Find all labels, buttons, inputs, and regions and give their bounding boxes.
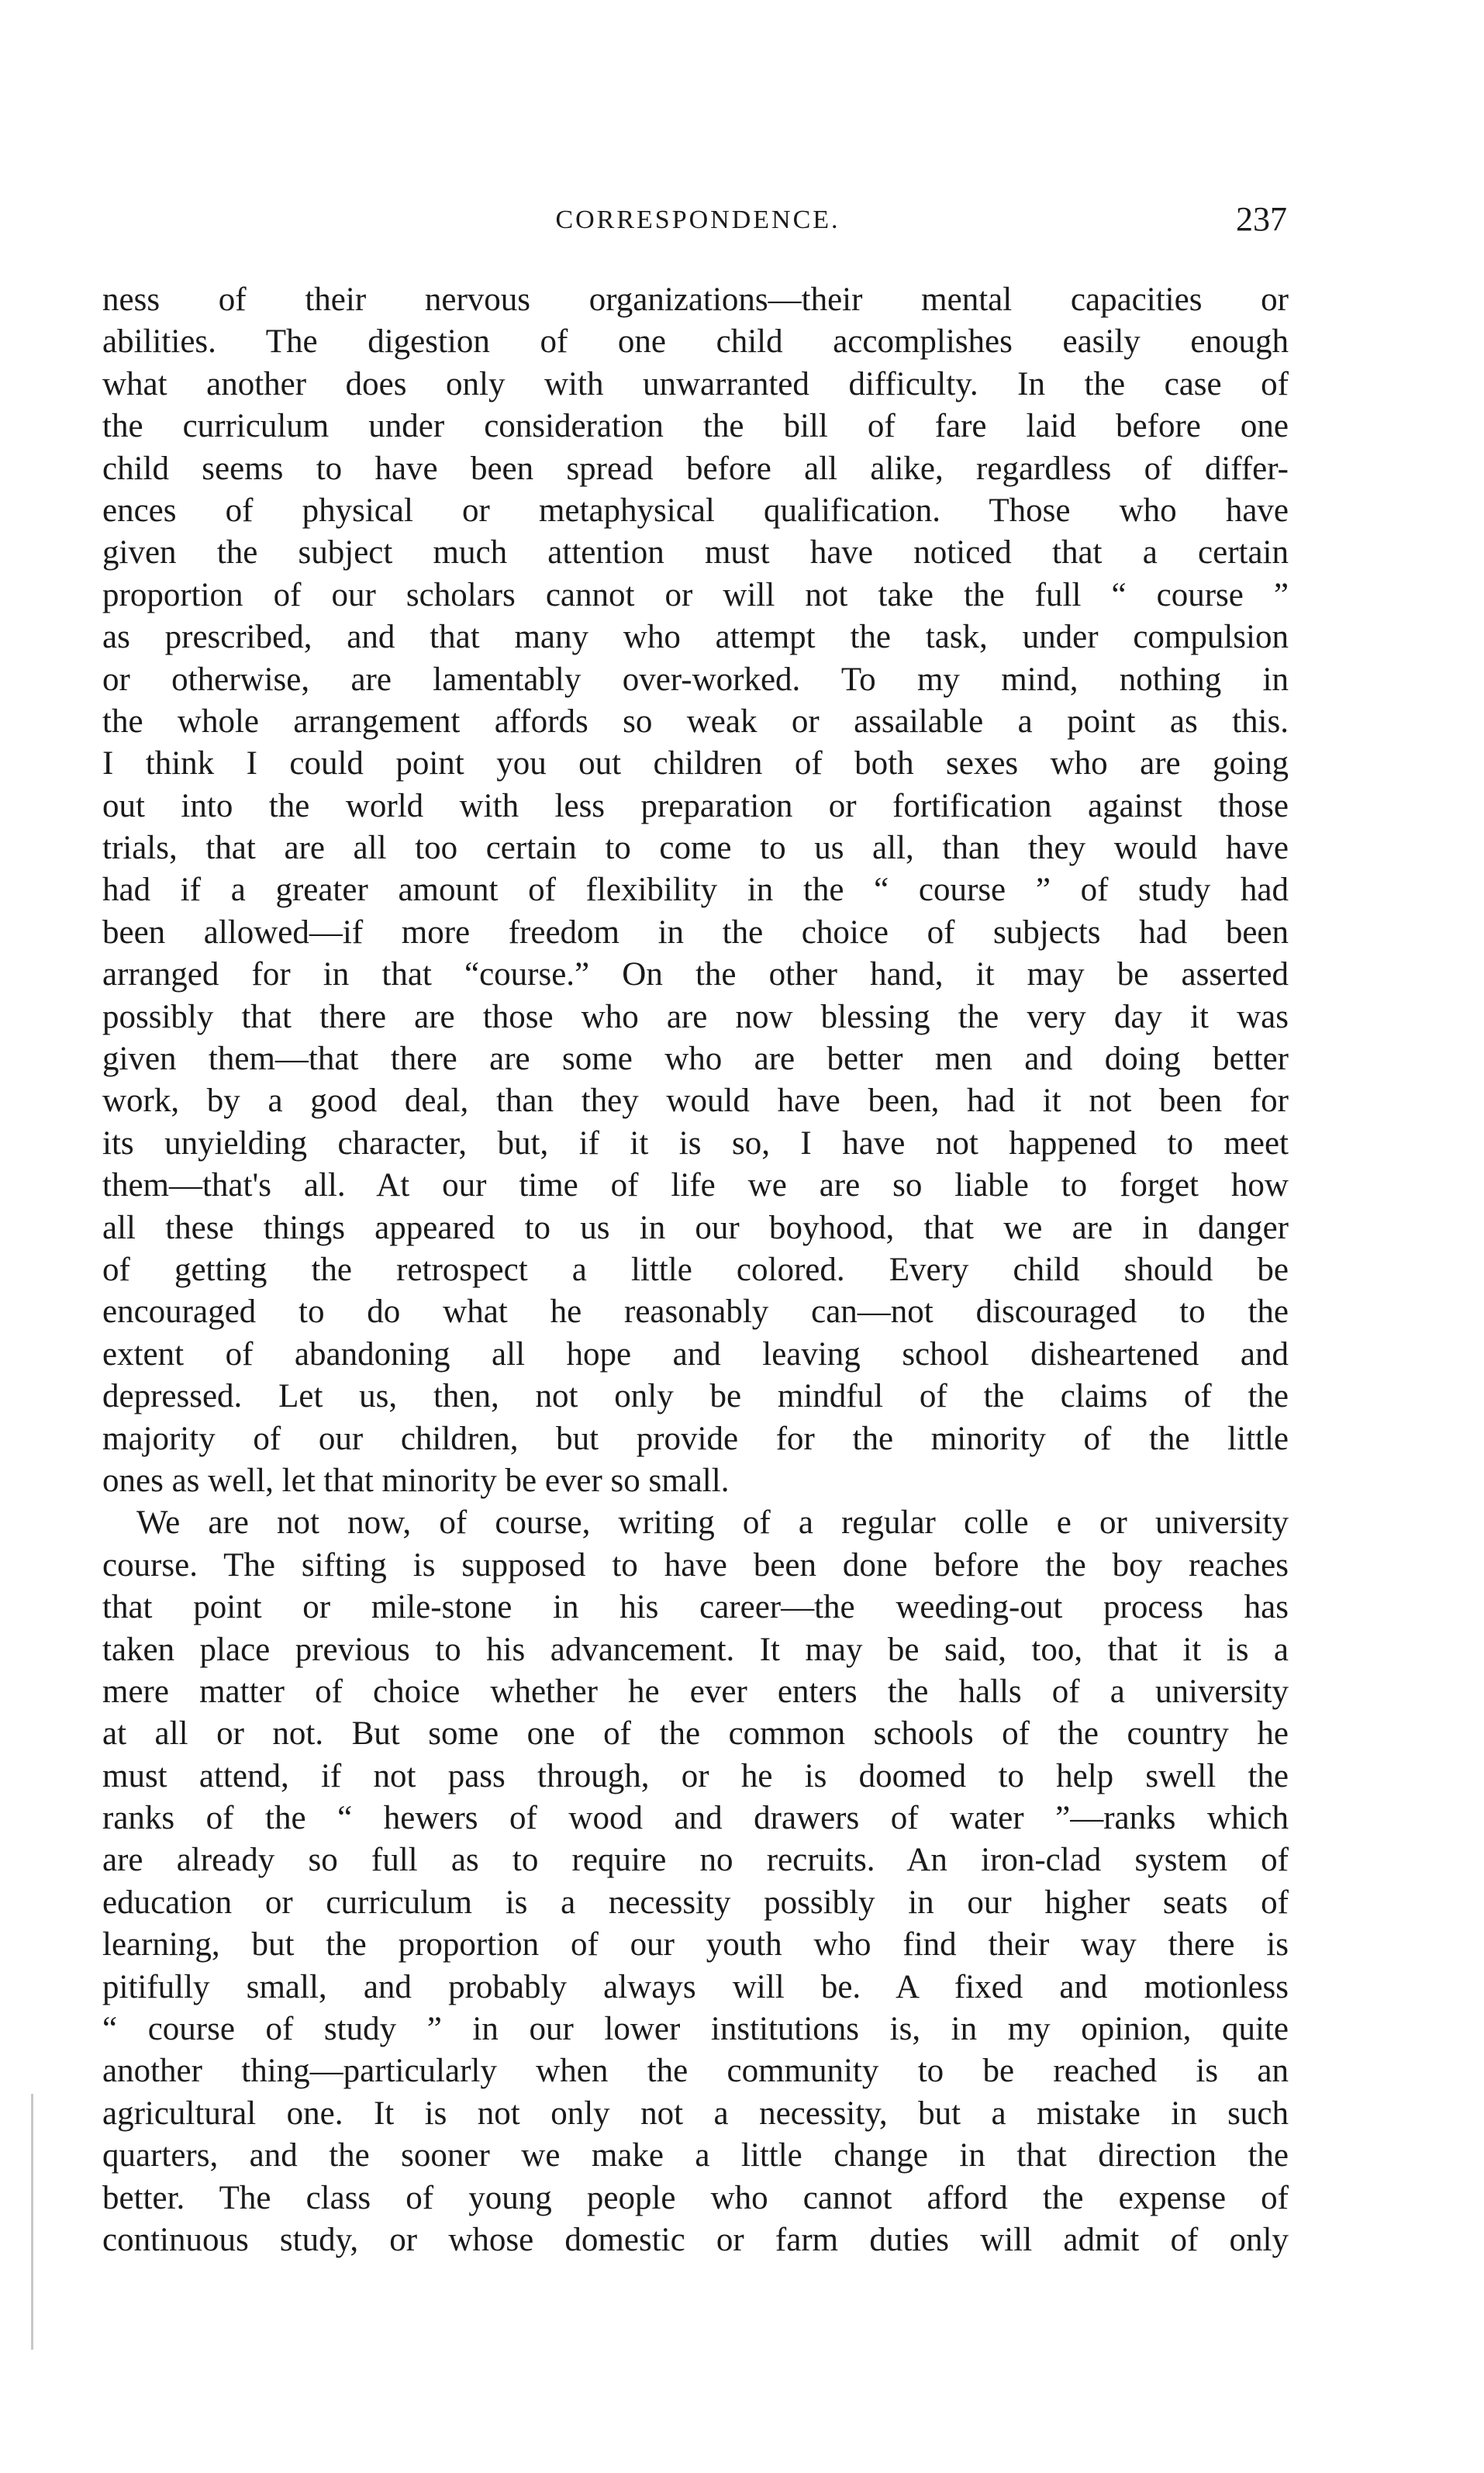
text-line: possibly that there are those who are now blessing the very day it was: [102, 998, 1289, 1035]
text-line: I think I could point you out children of both sexes who are going: [102, 745, 1289, 782]
page-header: [109, 200, 1287, 252]
text-line: proportion of our scholars cannot or will not take the full “ course ”: [102, 576, 1289, 613]
text-line: its unyielding character, but, if it is so, I have not happened to meet: [102, 1124, 1289, 1162]
text-line: had if a greater amount of flexibility in the “ course ” of study had: [102, 872, 1289, 909]
text-line: or otherwise, are lamentably over-worked. To my mind, nothing in: [102, 661, 1289, 698]
text-line: continuous study, or whose domestic or farm duties will admit of only: [102, 2221, 1289, 2258]
text-line: mere matter of choice whether he ever enters the halls of a university: [102, 1673, 1289, 1710]
text-line: trials, that are all too certain to come to us all, than they would have: [102, 830, 1289, 867]
text-line: that point or mile-stone in his career—the weeding-out process has: [102, 1589, 1289, 1626]
text-line: depressed. Let us, then, not only be mindful of the claims of the: [102, 1378, 1289, 1415]
text-line: education or curriculum is a necessity possibly in our higher seats of: [102, 1884, 1289, 1921]
text-line: ness of their nervous organizations—their mental capacities or: [102, 281, 1289, 318]
text-line: extent of abandoning all hope and leaving school disheartened and: [102, 1335, 1289, 1373]
text-line: them—that's all. At our time of life we are so liable to forget how: [102, 1167, 1289, 1204]
text-line: what another does only with unwarranted difficulty. In the case of: [102, 365, 1289, 402]
text-line: ences of physical or metaphysical qualification. Those who have: [102, 492, 1289, 529]
text-line: of getting the retrospect a little colored. Every child should be: [102, 1251, 1289, 1288]
text-line: must attend, if not pass through, or he is doomed to help swell the: [102, 1757, 1289, 1794]
text-line: agricultural one. It is not only not a necessity, but a mistake in such: [102, 2095, 1289, 2132]
text-line: “ course of study ” in our lower institutions is, in my opinion, quite: [102, 2011, 1289, 2048]
text-line: another thing—particularly when the community to be reached is an: [102, 2053, 1289, 2090]
page-number: 237: [1236, 200, 1287, 238]
text-line: out into the world with less preparation or fortification against those: [102, 787, 1289, 824]
text-line: all these things appeared to us in our boyhood, that we are in danger: [102, 1209, 1289, 1246]
text-line: pitifully small, and probably always will be. A fixed and motionless: [102, 1968, 1289, 2005]
text-line: given them—that there are some who are better men and doing better: [102, 1041, 1289, 1078]
text-line: abilities. The digestion of one child accomplishes easily enough: [102, 323, 1289, 361]
text-line: the curriculum under consideration the bill of fare laid before one: [102, 408, 1289, 445]
text-line: child seems to have been spread before all alike, regardless of differ-: [102, 450, 1289, 487]
running-head: CORRESPONDENCE.: [555, 206, 840, 234]
text-line: ones as well, let that minority be ever so small.: [102, 1462, 730, 1499]
text-line: given the subject much attention must have noticed that a certain: [102, 534, 1289, 572]
body-text: [102, 279, 1289, 2261]
text-line: quarters, and the sooner we make a little change in that direction the: [102, 2137, 1289, 2174]
text-line: encouraged to do what he reasonably can—not discouraged to the: [102, 1293, 1289, 1331]
text-line: ranks of the “ hewers of wood and drawers of water ”—ranks which: [102, 1800, 1289, 1837]
text-line: work, by a good deal, than they would have been, had it not been for: [102, 1083, 1289, 1120]
text-line: taken place previous to his advancement. It may be said, too, that it is a: [102, 1631, 1289, 1668]
text-line: are already so full as to require no recruits. An iron-clad system of: [102, 1842, 1289, 1879]
text-line: the whole arrangement affords so weak or assailable a point as this.: [102, 703, 1289, 740]
text-line: We are not now, of course, writing of a regular colle e or university: [136, 1504, 1289, 1542]
text-line: better. The class of young people who cannot afford the expense of: [102, 2179, 1289, 2216]
text-line: course. The sifting is supposed to have been done before the boy reaches: [102, 1546, 1289, 1584]
text-line: been allowed—if more freedom in the choice of subjects had been: [102, 914, 1289, 951]
text-line: arranged for in that “course.” On the other hand, it may be asserted: [102, 956, 1289, 993]
text-line: as prescribed, and that many who attempt the task, under compulsion: [102, 619, 1289, 656]
text-line: learning, but the proportion of our youth who find their way there is: [102, 1926, 1289, 1964]
text-line: at all or not. But some one of the common schools of the country he: [102, 1715, 1289, 1753]
gutter-edge-mark: [31, 2094, 33, 2350]
text-line: majority of our children, but provide for the minority of the little: [102, 1420, 1289, 1457]
